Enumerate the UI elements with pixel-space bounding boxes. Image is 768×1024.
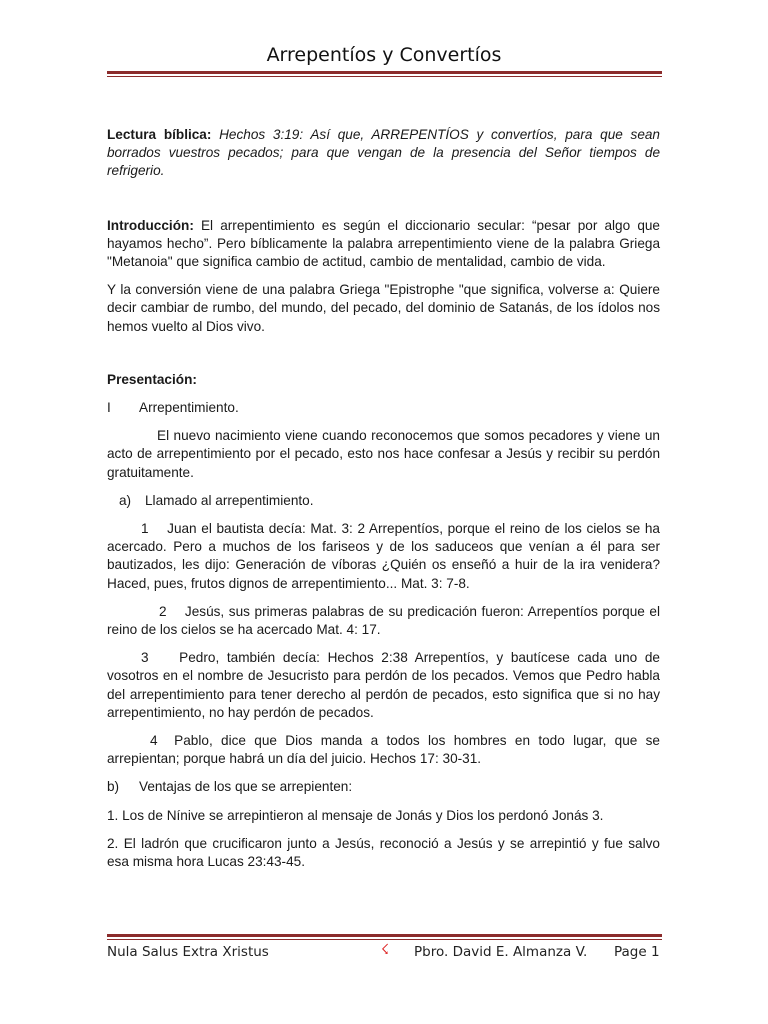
section-heading bbox=[107, 399, 660, 417]
footer-rule bbox=[107, 934, 662, 940]
footer-motto: Nula Salus Extra Xristus bbox=[107, 944, 269, 960]
list-item bbox=[107, 520, 660, 593]
intro-paragraph bbox=[107, 217, 660, 272]
subsection-b-heading bbox=[107, 778, 660, 796]
subsection-b-letter: b) bbox=[107, 779, 120, 795]
presentation-heading: Presentación: bbox=[107, 371, 197, 387]
section-intro: El nuevo nacimiento viene cuando reconocemos que somos pecadores y viene un acto de arrepentimiento por el pecado, esto nos hace confesar a Jesús y recibir su perdón gratuitamente. bbox=[107, 428, 660, 480]
item-number: 4 bbox=[150, 733, 158, 749]
conversion-paragraph: Y la conversión viene de una palabra Griega "Epistrophe "que significa, volverse a: Quiere decir cambiar de rumbo, del mundo, del pecado, del dominio de Satanás, de los ídolos nos hemos vuelto al Dios vivo. bbox=[107, 282, 660, 334]
section-title: Arrepentimiento. bbox=[139, 400, 239, 416]
item-number: 3 bbox=[141, 650, 149, 666]
subsection-b-title: Ventajas de los que se arrepienten: bbox=[139, 779, 353, 795]
subsection-a-title: Llamado al arrepentimiento. bbox=[145, 492, 314, 508]
footer-ornament-icon: ☇ bbox=[381, 942, 390, 958]
list-item bbox=[107, 732, 660, 768]
intro-label: Introducción: bbox=[107, 217, 194, 233]
reading-paragraph bbox=[107, 126, 660, 181]
footer-author: Pbro. David E. Almanza V. bbox=[414, 944, 588, 960]
item-number: 1 bbox=[141, 521, 149, 537]
document-body bbox=[107, 126, 660, 871]
header-rule bbox=[107, 71, 662, 77]
list-item bbox=[107, 603, 660, 639]
item-text: Juan el bautista decía: Mat. 3: 2 Arrepentíos, porque el reino de los cielos se ha acercado. Pero a muchos de los fariseos y de los saduceos que venían a él para ser bautizados, les dijo: Generación de víboras ¿Quién os enseñó a huir de la ira venidera? Haced, pues, frutos dignos de arrepentimiento... Mat. 3: 7-8. bbox=[107, 521, 660, 591]
section-number: I bbox=[107, 400, 111, 416]
list-item bbox=[107, 649, 660, 722]
item-number: 2 bbox=[159, 603, 167, 619]
subsection-a-letter: a) bbox=[119, 492, 132, 508]
benefit-item: 2. El ladrón que crucificaron junto a Jesús, reconoció a Jesús y se arrepintió y fue salvo esa misma hora Lucas 23:43-45. bbox=[107, 835, 660, 870]
benefit-item: 1. Los de Nínive se arrepintieron al mensaje de Jonás y Dios los perdonó Jonás 3. bbox=[107, 807, 604, 823]
page-title: Arrepentíos y Convertíos bbox=[266, 44, 502, 66]
reading-text: Hechos 3:19: Así que, ARREPENTÍOS y convertíos, para que sean borrados vuestros pecados; para que vengan de la presencia del Señor tiempos de refrigerio. bbox=[107, 127, 660, 179]
item-text: Pedro, también decía: Hechos 2:38 Arrepentíos, y bautícese cada uno de vosotros en el nombre de Jesucristo para perdón de los pecados. Vemos que Pedro habla del arrepentimiento para tener derecho al perdón de pecados, esto significa que si no hay arrepentimiento, no hay perdón de pecados. bbox=[107, 650, 660, 720]
page-number: Page 1 bbox=[614, 944, 660, 960]
subsection-a-heading bbox=[107, 492, 660, 510]
item-text: Pablo, dice que Dios manda a todos los hombres en todo lugar, que se arrepientan; porque habrá un día del juicio. Hechos 17: 30-31. bbox=[107, 733, 660, 767]
intro-text: El arrepentimiento es según el diccionario secular: “pesar por algo que hayamos hecho”. Pero bíblicamente la palabra arrepentimiento viene de la palabra Griega "Metanoia" que significa cambio de actitud, cambio de mentalidad, cambio de vida. bbox=[107, 217, 660, 270]
item-text: Jesús, sus primeras palabras de su predicación fueron: Arrepentíos porque el reino de los cielos se ha acercado Mat. 4: 17. bbox=[107, 603, 661, 638]
reading-label: Lectura bíblica: bbox=[107, 127, 212, 142]
